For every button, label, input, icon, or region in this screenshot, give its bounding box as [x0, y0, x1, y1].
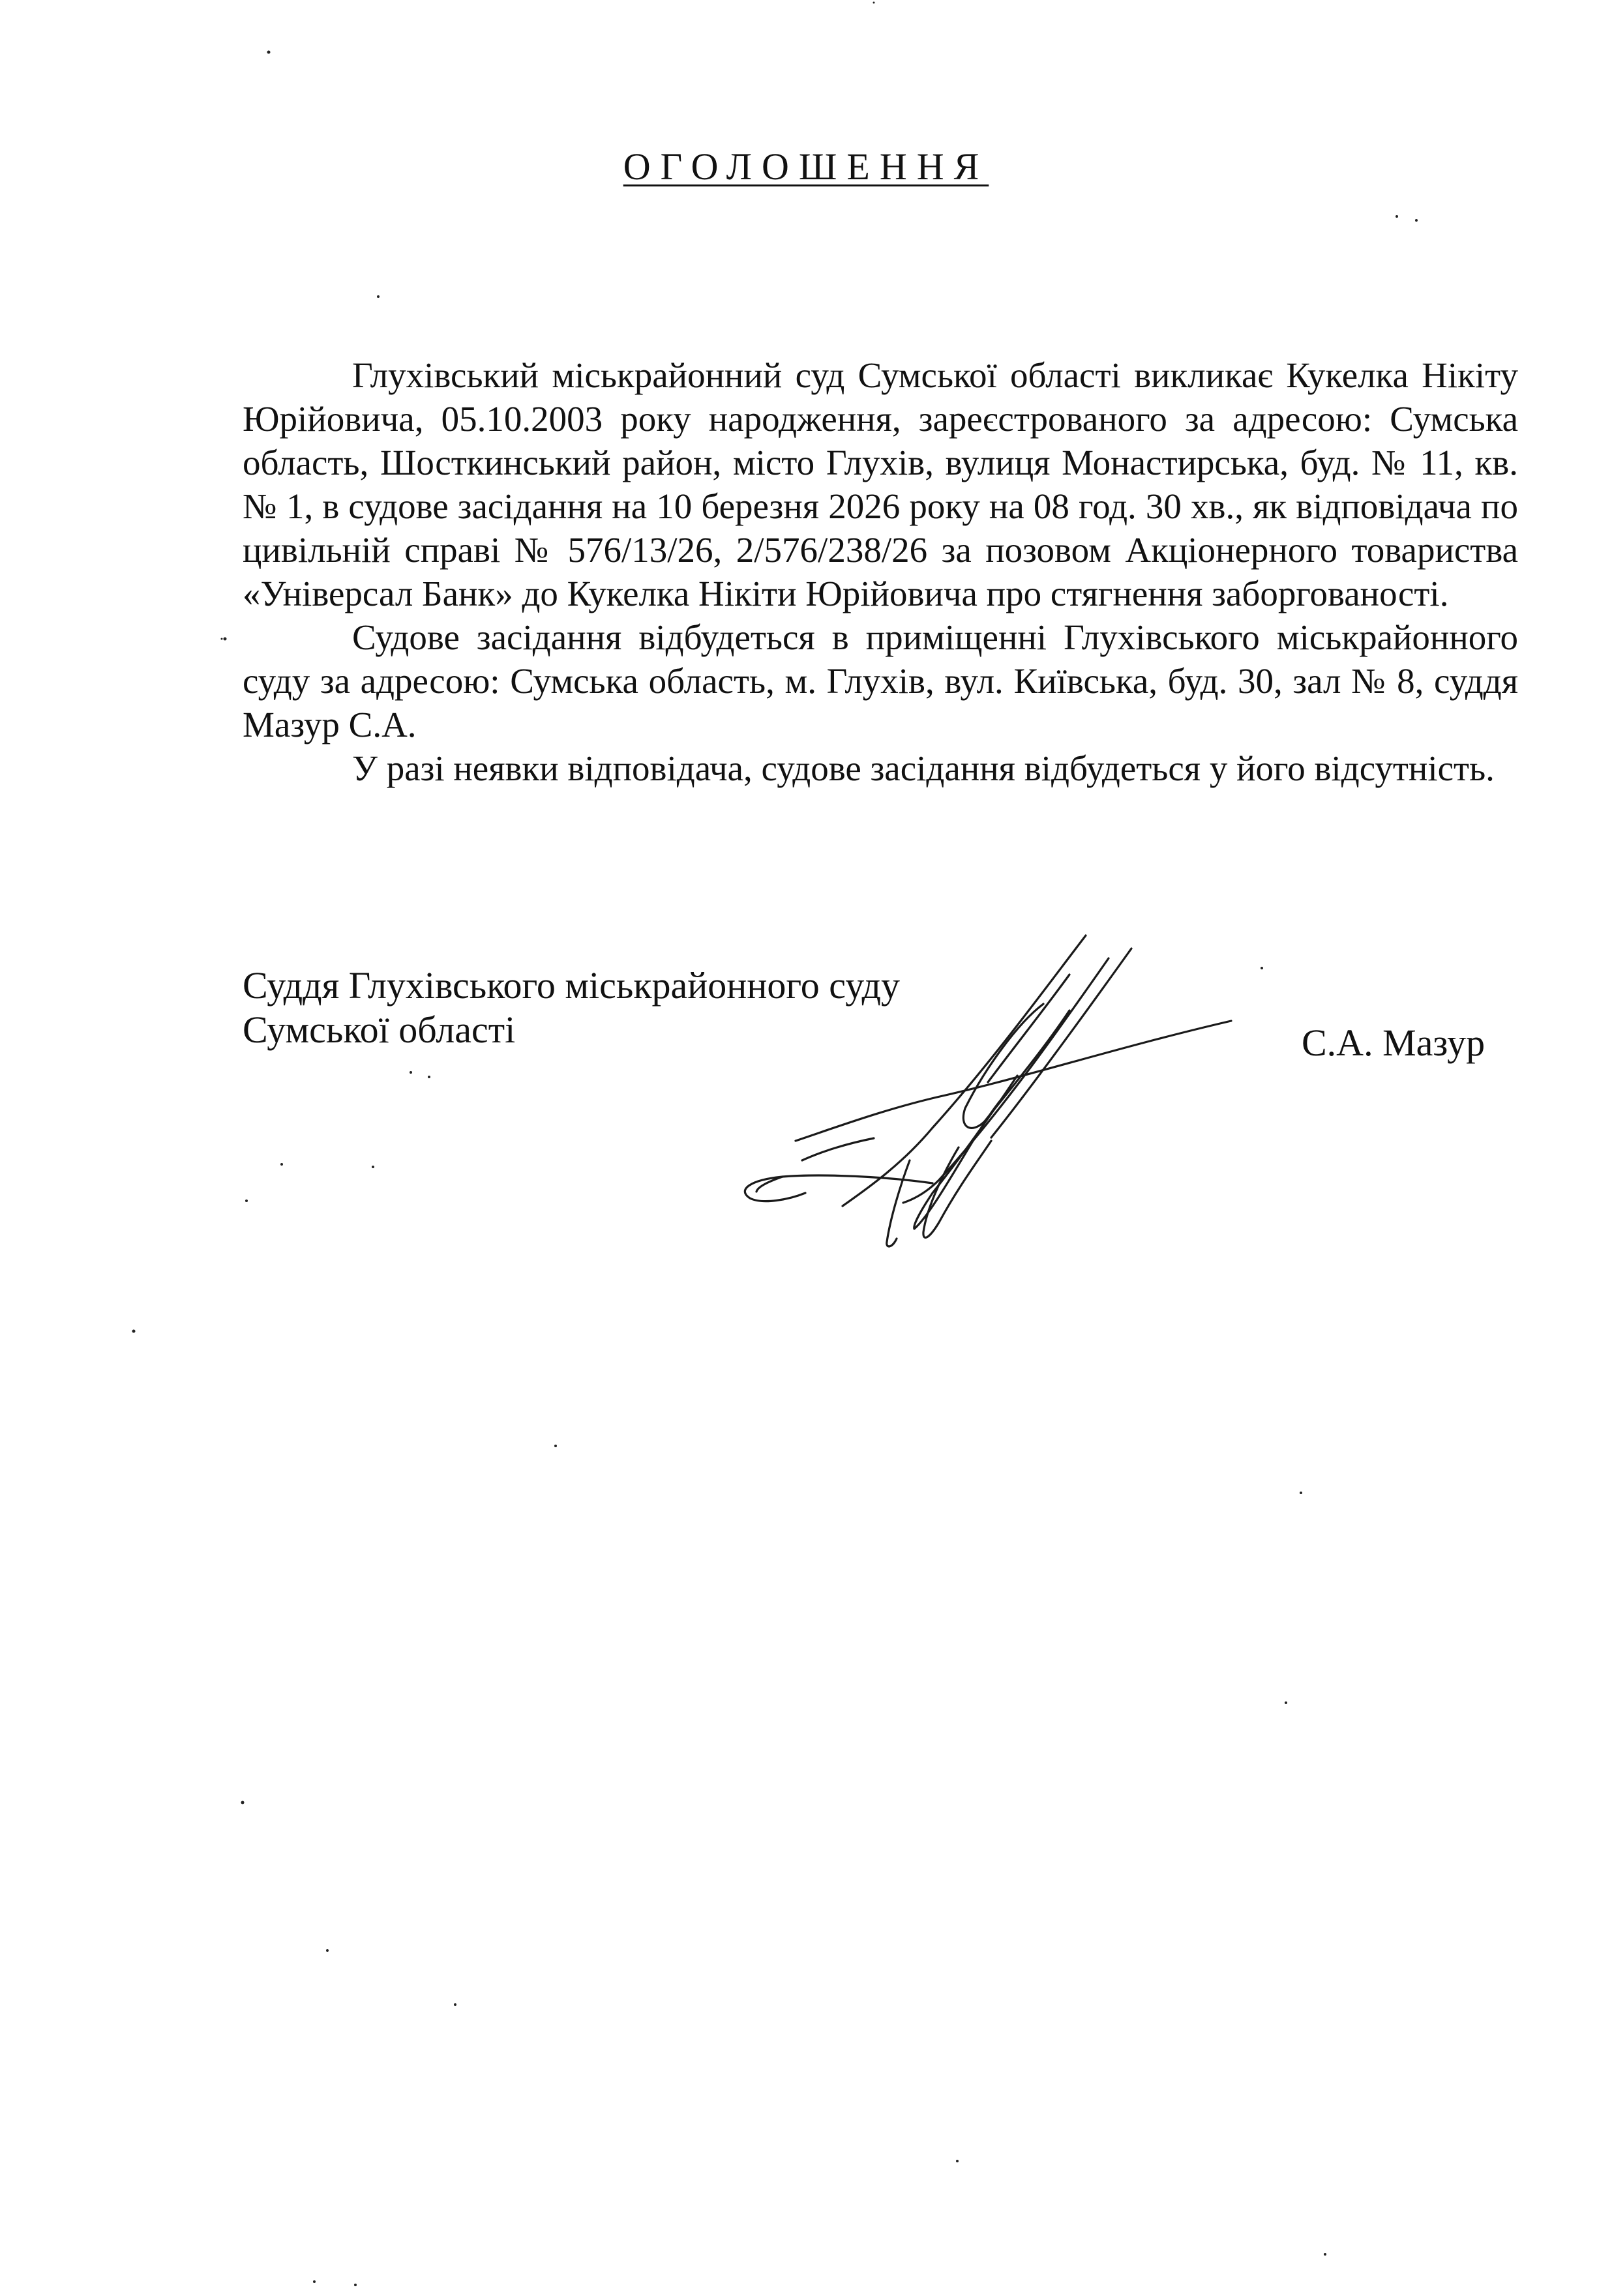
- document-body: [243, 353, 1518, 790]
- signature-position-line-1: Суддя Глухівського міськрайонного суду: [243, 964, 901, 1007]
- document-title: ОГОЛОШЕННЯ: [623, 145, 989, 188]
- handwritten-signature: [652, 913, 1337, 1278]
- paragraph-summons: Глухівський міськрайонний суд Сумської області викликає Кукелка Нікіту Юрійовича, 05.10.2003 року народження, зареєстрованого за адресою: Сумська область, Шосткинський район, місто Глухів, вулиця Монастирська, буд. № 11, кв. № 1, в судове засідання на 10 березня 2026 року на 08 год. 30 хв., як відповідача по цивільній справі № 576/13/26, 2/576/238/26 за позовом Акціонерного товариства «Універсал Банк» до Кукелка Нікіти Юрійовича про стягнення заборгованості.: [243, 355, 1518, 613]
- paragraph-absence: У разі неявки відповідача, судове засідання відбудеться у його відсутність.: [352, 748, 1495, 788]
- signature-position-line-2: Сумської області: [243, 1008, 516, 1051]
- signer-name: С.А. Мазур: [1302, 1022, 1485, 1064]
- paragraph-venue: Судове засідання відбудеться в приміщенні Глухівського міськрайонного суду за адресою: Сумська область, м. Глухів, вул. Київська, буд. 30, зал № 8, суддя Мазур С.А.: [243, 617, 1518, 744]
